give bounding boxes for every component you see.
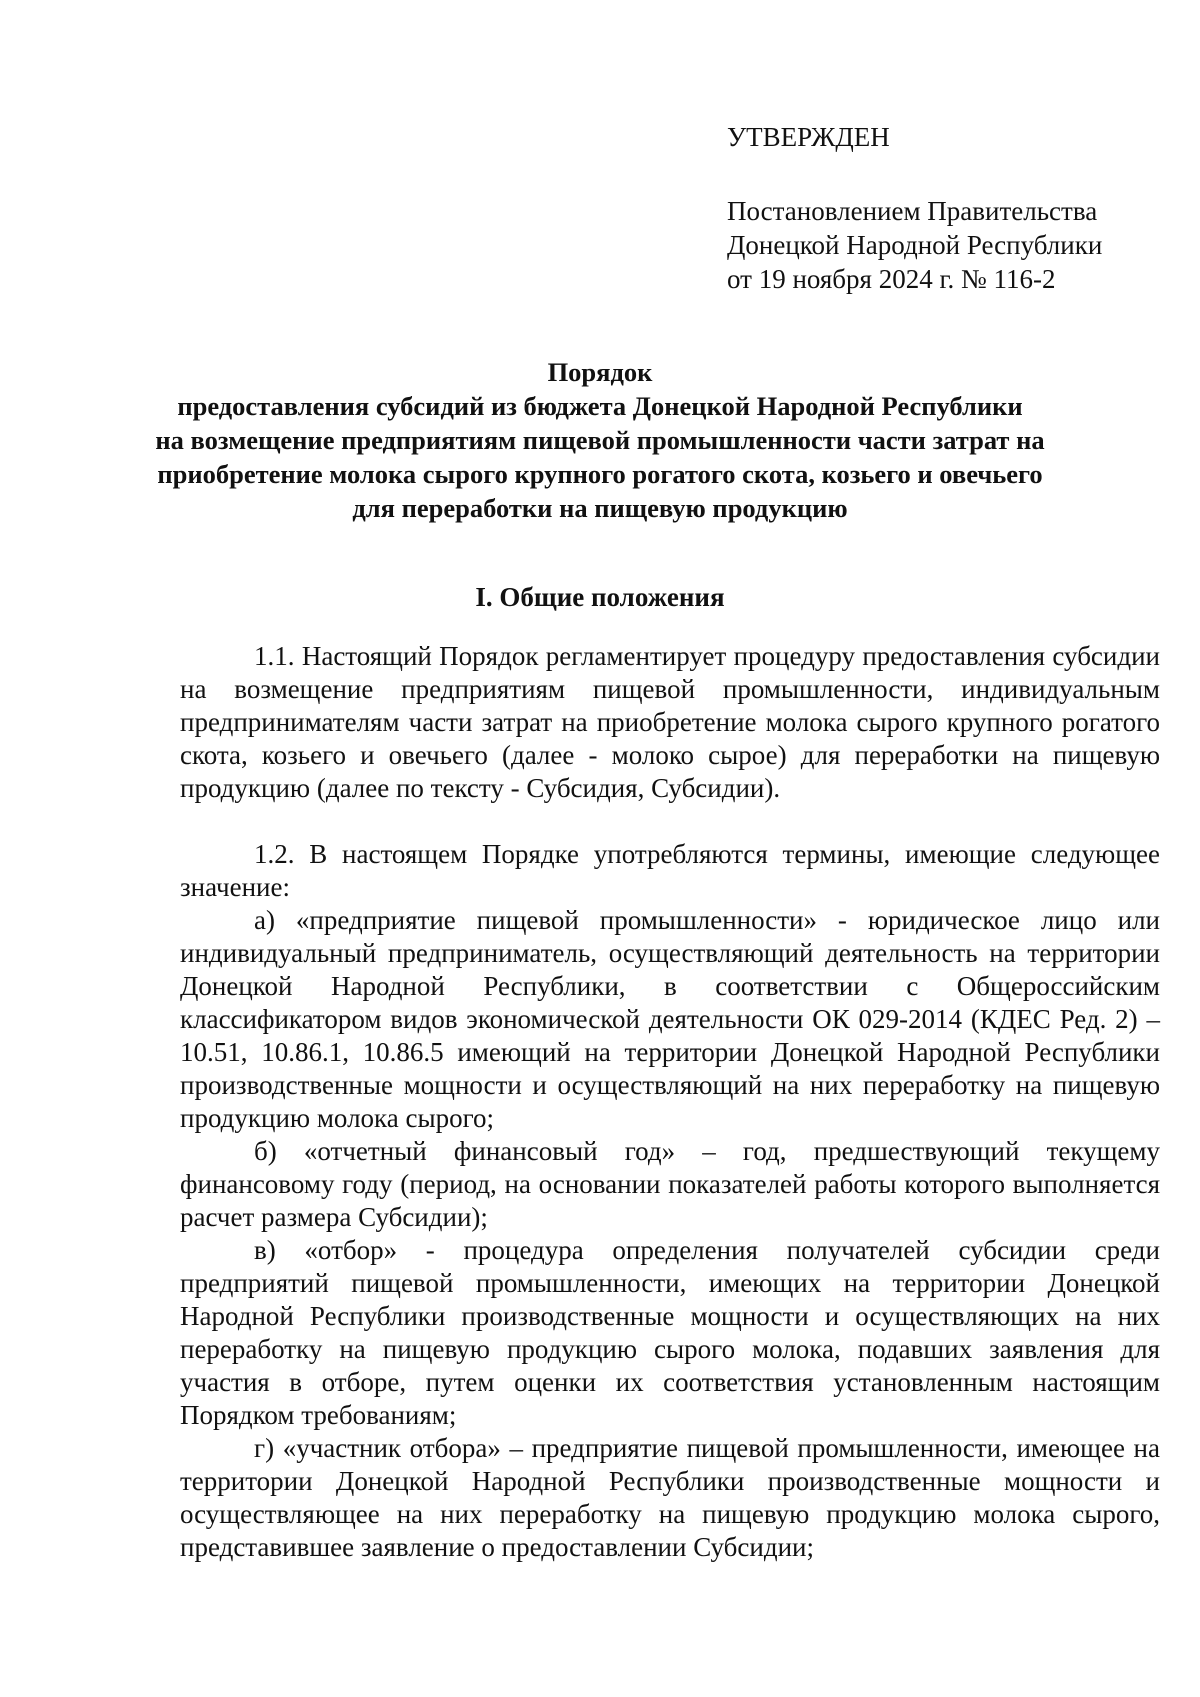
document-body: [180, 640, 1160, 1564]
title-line: для переработки на пищевую продукцию: [352, 493, 848, 523]
approval-line: Постановлением Правительства: [727, 196, 1098, 226]
approval-line: Донецкой Народной Республики: [727, 230, 1103, 260]
approval-line: от 19 ноября 2024 г. № 116-2: [727, 264, 1056, 294]
section-heading: I. Общие положения: [475, 582, 725, 612]
definition-g: г) «участник отбора» – предприятие пищевой промышленности, имеющее на территории Донецкой Народной Республики производственные мощности и осуществляющее на них переработку на пищевую продукцию молока сырого, представившее заявление о предоставлении Субсидии;: [180, 1433, 1160, 1562]
approval-stamp-title: УТВЕРЖДЕН: [727, 122, 890, 152]
document-title: [150, 355, 1050, 525]
paragraph-1-1: 1.1. Настоящий Порядок регламентирует процедуру предоставления субсидии на возмещение предприятиям пищевой промышленности, индивидуальным предпринимателям части затрат на приобретение молока сырого крупного рогатого скота, козьего и овечьего (далее - молоко сырое) для переработки на пищевую продукцию (далее по тексту - Субсидия, Субсидии).: [180, 641, 1160, 803]
title-line: предоставления субсидий из бюджета Донецкой Народной Республики: [177, 391, 1023, 421]
definition-v: в) «отбор» - процедура определения получателей субсидии среди предприятий пищевой промышленности, имеющих на территории Донецкой Народной Республики производственные мощности и осуществляющих на них переработку на пищевую продукцию сырого молока, подавших заявления для участия в отборе, путем оценки их соответствия установленным настоящим Порядком требованиям;: [180, 1235, 1160, 1430]
paragraph-1-2: 1.2. В настоящем Порядке употребляются термины, имеющие следующее значение:: [180, 839, 1160, 902]
title-line: Порядок: [547, 357, 653, 387]
definition-a: а) «предприятие пищевой промышленности» - юридическое лицо или индивидуальный предприниматель, осуществляющий деятельность на территории Донецкой Народной Республики, в соответствии с Общероссийским классификатором видов экономической деятельности ОК 029-2014 (КДЕС Ред. 2) – 10.51, 10.86.1, 10.86.5 имеющий на территории Донецкой Народной Республики производственные мощности и осуществляющий на них переработку на пищевую продукцию молока сырого;: [180, 905, 1160, 1133]
title-line: на возмещение предприятиям пищевой промышленности части затрат на: [155, 425, 1045, 455]
title-line: приобретение молока сырого крупного рогатого скота, козьего и овечьего: [157, 459, 1043, 489]
definition-b: б) «отчетный финансовый год» – год, предшествующий текущему финансовому году (период, на основании показателей работы которого выполняется расчет размера Субсидии);: [180, 1136, 1160, 1232]
approval-stamp-block: [727, 120, 1167, 296]
